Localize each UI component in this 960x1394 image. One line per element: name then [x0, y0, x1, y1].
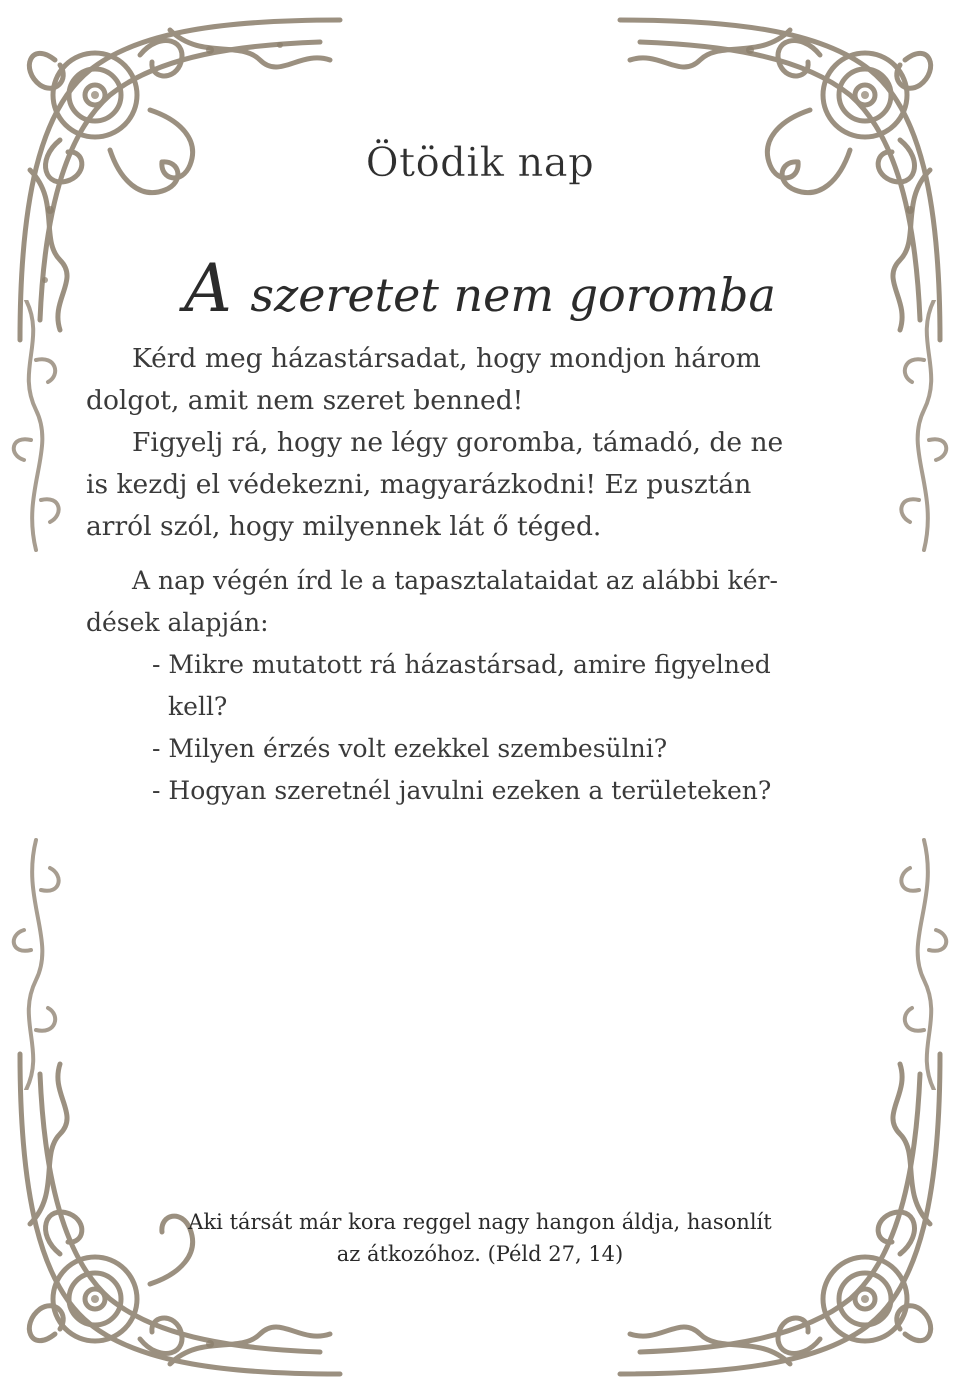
instruction-paragraph	[86, 338, 874, 548]
bible-quote	[0, 1206, 960, 1270]
main-title-text: szeretet nem goromba	[250, 268, 776, 322]
paragraph-line: arról szól, hogy milyennek lát ő téged.	[86, 511, 602, 542]
ornament-vine-left-upper	[6, 300, 76, 560]
ornament-vine-right-upper	[884, 300, 954, 560]
quote-line: az átkozóhoz. (Péld 27, 14)	[336, 1242, 624, 1266]
paragraph-line: Figyelj rá, hogy ne légy goromba, támadó, de ne	[132, 427, 784, 458]
question-item-continuation: kell?	[168, 692, 228, 721]
paragraph-line: Kérd meg házastársadat, hogy mondjon három	[132, 343, 761, 374]
question-item: - Milyen érzés volt ezekkel szembesülni?	[152, 734, 668, 763]
paragraph-line: is kezdj el védekezni, magyarázkodni! Ez pusztán	[86, 469, 752, 500]
ornament-vine-right-lower	[884, 830, 954, 1090]
main-title-initial: A	[184, 250, 232, 327]
day-title: Ötödik nap	[365, 140, 595, 186]
paragraph-line: dések alapján:	[86, 608, 269, 637]
question-item: - Hogyan szeretnél javulni ezeken a területeken?	[152, 776, 772, 805]
paragraph-line: A nap végén írd le a tapasztalataidat az alábbi kér-	[132, 566, 778, 595]
paragraph-line: dolgot, amit nem szeret benned!	[86, 385, 524, 416]
main-title	[0, 250, 960, 327]
quote-line: Aki társát már kora reggel nagy hangon áldja, hasonlít	[188, 1210, 772, 1234]
reflection-paragraph	[86, 560, 874, 812]
ornament-vine-left-lower	[6, 830, 76, 1090]
question-item: - Mikre mutatott rá házastársad, amire figyelned	[152, 650, 771, 679]
